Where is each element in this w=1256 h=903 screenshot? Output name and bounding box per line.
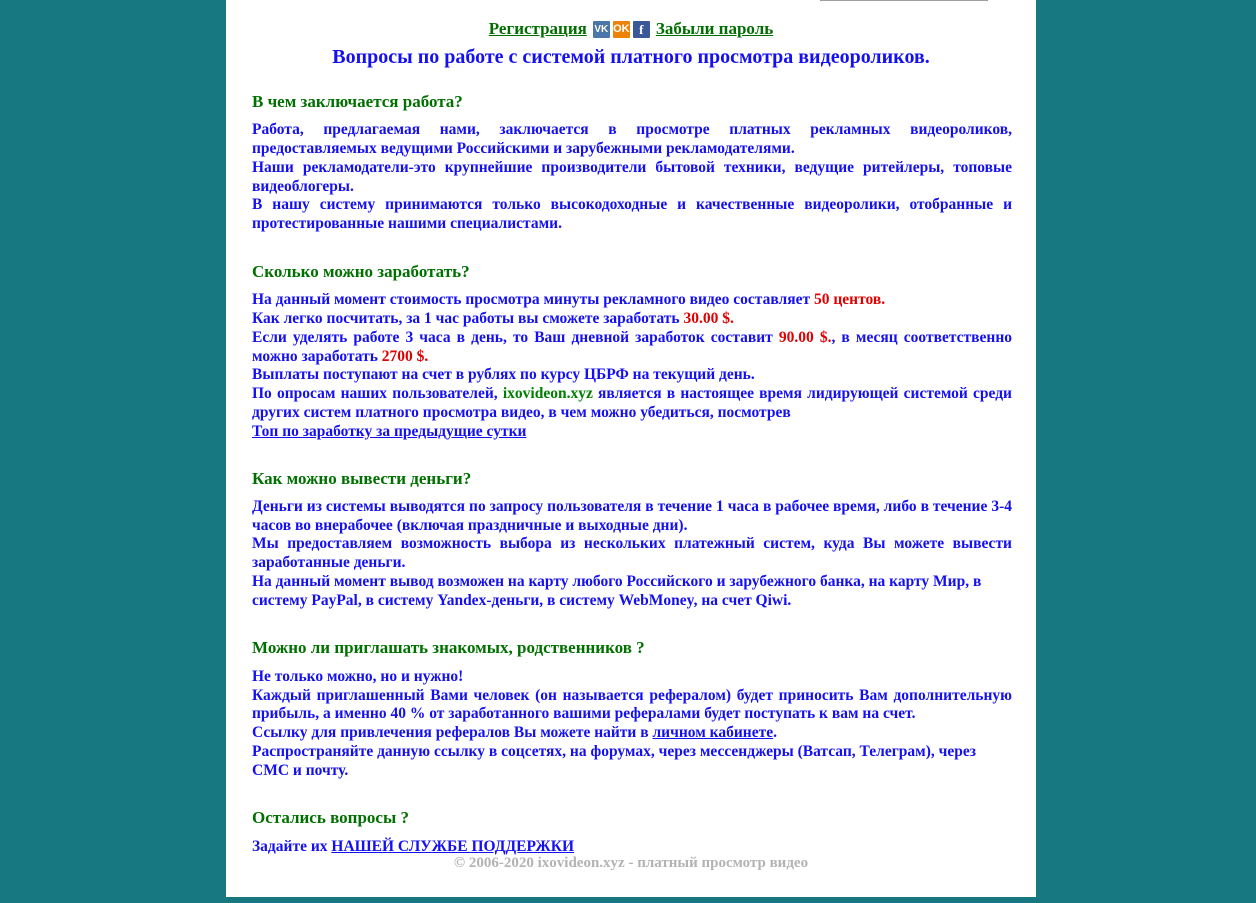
faq-block-earnings [252, 262, 1012, 441]
faq-paragraph: Работа, предлагаемая нами, заключается в просмотре платных рекламных видеороликов, предоставляемых ведущими Российскими и зарубежными рекламодателями. [252, 121, 1012, 158]
hourly-text: Как легко посчитать, за 1 час работы вы сможете заработать [252, 310, 684, 328]
odnoklassniki-icon[interactable]: OK [613, 21, 630, 38]
faq-paragraph: Деньги из системы выводятся по запросу пользователя в течение 1 часа в рабочее время, либо в течение 3-4 часов во внерабочее (включая праздничные и выходные дни). [252, 497, 1012, 534]
leader-text-suffix: является в настоящее время лидирующей системой среди других систем платного просмотра видео, в чем можно убедиться, посмотрев [252, 385, 1012, 421]
register-link[interactable]: Регистрация [488, 19, 587, 38]
page-title: Вопросы по работе с системой платного просмотра видеороликов. [332, 46, 930, 68]
faq-paragraph-daily [252, 329, 1012, 367]
faq-paragraph: Распространяйте данную ссылку в соцсетях, на форумах, через мессенджеры (Ватсап, Телеграм), через СМС и почту. [252, 742, 976, 779]
monthly-text: , в месяц соответственно можно заработать [252, 328, 1012, 365]
login-submit-button[interactable] [820, 0, 988, 1]
auth-links-row [226, 18, 1036, 40]
cabinet-text-prefix: Ссылку для привлечения рефералов Вы можете найти в [252, 724, 653, 742]
faq-block-what-is-the-work [252, 92, 1012, 234]
faq-block-withdraw [252, 469, 1012, 611]
faq-paragraph: Каждый приглашенный Вами человек (он называется рефералом) будет приносить Вам дополнительную прибыль, а именно 40 % от заработанного вашими рефералами будет поступать к вам на счет. [252, 686, 1012, 723]
brand-name: ixovideon.xyz [502, 385, 593, 403]
footer-copyright: © 2006-2020 ixovideon.xyz - платный просмотр видео [453, 855, 809, 871]
login-bar [226, 0, 1036, 8]
faq-paragraph-support [252, 838, 1012, 857]
daily-value: 90.00 $. [778, 328, 832, 346]
social-login-icons [593, 21, 650, 38]
forgot-password-link[interactable]: Забыли пароль [655, 19, 774, 38]
leader-text-prefix: По опросам наших пользователей, [252, 385, 503, 403]
faq-article [252, 92, 1012, 856]
hourly-value: 30.00 $. [683, 310, 734, 328]
rate-text: На данный момент стоимость просмотра минуты рекламного видео составляет [252, 291, 814, 309]
faq-heading: Сколько можно заработать? [252, 261, 470, 281]
support-service-link[interactable]: НАШЕЙ СЛУЖБЕ ПОДДЕРЖКИ [331, 837, 575, 855]
faq-block-referrals [252, 638, 1012, 780]
faq-paragraph: Наши рекламодатели-это крупнейшие производители бытовой техники, ведущие ритейлеры, топовые видеоблогеры. [252, 158, 1012, 195]
faq-paragraph: Не только можно, но и нужно! [252, 667, 464, 685]
faq-block-questions [252, 808, 1012, 856]
daily-text: Если уделять работе 3 часа в день, то Ваш дневной заработок составит [252, 328, 779, 346]
cabinet-text-suffix: . [773, 724, 777, 742]
faq-heading: Остались вопросы ? [252, 808, 409, 828]
faq-paragraph-leader [252, 385, 1012, 423]
faq-heading: В чем заключается работа? [252, 92, 463, 111]
monthly-value: 2700 $. [381, 347, 429, 365]
facebook-icon[interactable]: f [633, 21, 650, 38]
faq-paragraph-hourly [252, 310, 1012, 329]
faq-heading: Как можно вывести деньги? [252, 468, 472, 488]
faq-paragraph-payout-currency: Выплаты поступают на счет в рублях по курсу ЦБРФ на текущий день. [252, 366, 755, 384]
faq-paragraph: На данный момент вывод возможен на карту любого Российского и зарубежного банка, на карту Мир, в систему PayPal, в систему Yandex-деньги, в систему WebMoney, на счет Qiwi. [252, 572, 982, 609]
support-text-prefix: Задайте их [252, 837, 332, 855]
faq-paragraph: В нашу систему принимаются только высокодоходные и качественные видеоролики, отобранные и протестированные нашими специалистами. [252, 196, 1012, 233]
top-earners-link[interactable]: Топ по заработку за предыдущие сутки [252, 422, 527, 440]
faq-paragraph: Мы предоставляем возможность выбора из нескольких платежный систем, куда Вы можете вывести заработанные деньги. [252, 535, 1012, 572]
personal-cabinet-link[interactable]: личном кабинете [652, 724, 774, 742]
vk-icon[interactable]: VK [593, 21, 610, 38]
faq-paragraph-cabinet [252, 724, 1012, 743]
faq-heading: Можно ли приглашать знакомых, родственников ? [252, 638, 645, 658]
rate-value: 50 центов. [813, 291, 886, 309]
faq-paragraph-rate [252, 291, 1012, 310]
content-panel [226, 0, 1036, 897]
